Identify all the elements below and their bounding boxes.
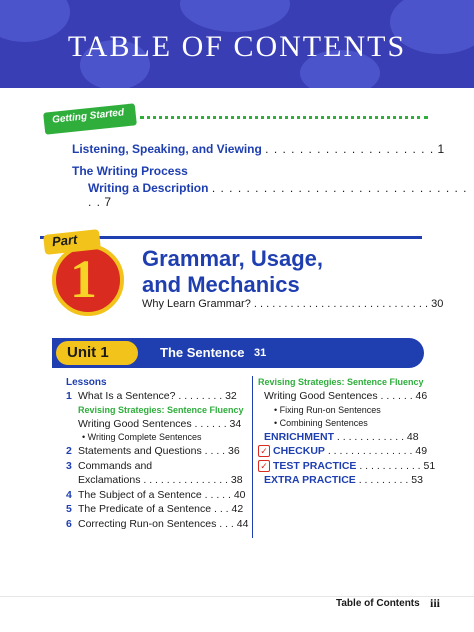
part-title-line-2: and Mechanics xyxy=(142,272,300,297)
getting-started-label: Getting Started xyxy=(51,107,125,126)
lesson-entry[interactable]: Writing Good Sentences . . . . . . 46 xyxy=(264,390,428,402)
extra-practice-entry[interactable] xyxy=(258,473,428,488)
toc-entry[interactable] xyxy=(88,181,474,209)
bullet-item: • Combining Sentences xyxy=(274,417,368,428)
checkmark-icon: ✓ xyxy=(258,445,270,457)
unit-label: Unit 1 xyxy=(67,344,109,361)
entry-page: . . . . . . . . . . . . . . . 49 xyxy=(324,445,428,457)
lesson-entry[interactable] xyxy=(66,389,248,404)
title-banner xyxy=(0,0,474,88)
entry-label: ENRICHMENT xyxy=(264,430,334,443)
footer-page-number: iii xyxy=(430,596,441,610)
revising-strategies-heading: Revising Strategies: Sentence Fluency xyxy=(78,404,244,415)
lesson-entry[interactable] xyxy=(66,488,248,503)
lesson-number: 5 xyxy=(66,503,72,515)
banner-decoration xyxy=(180,0,290,32)
enrichment-entry[interactable] xyxy=(258,430,428,445)
dotted-divider xyxy=(140,116,428,119)
toc-entry-label: The Writing Process xyxy=(72,164,188,178)
part-number: 1 xyxy=(70,249,97,309)
lesson-entry[interactable] xyxy=(66,502,248,517)
entry-label: EXTRA PRACTICE xyxy=(264,474,356,486)
lesson-text: What Is a Sentence? . . . . . . . . 32 xyxy=(78,390,237,402)
why-learn-grammar-entry[interactable]: Why Learn Grammar? . . . . . . . . . . . . . . . . . . . . . . . . . . . . . 30 xyxy=(142,298,444,310)
lesson-entry[interactable] xyxy=(66,444,248,459)
lesson-text: The Predicate of a Sentence . . . 42 xyxy=(78,503,244,515)
unit-page-number: 31 xyxy=(254,347,267,359)
toc-page-number: 1 xyxy=(437,142,445,156)
toc-leader-dots: . . . . . . . . . . . . . . . . . . . . . . . . . . . . . . . . xyxy=(88,181,468,209)
unit-name[interactable]: The Sentence xyxy=(160,345,245,360)
extras-column xyxy=(258,376,436,488)
entry-label: TEST PRACTICE xyxy=(273,459,357,472)
entry-page: . . . . . . . . . . . . 48 xyxy=(334,430,419,443)
checkup-entry[interactable] xyxy=(258,444,428,459)
lesson-number: 1 xyxy=(66,390,72,402)
bullet-item: • Fixing Run-on Sentences xyxy=(274,404,381,415)
revising-strategies-heading: Revising Strategies: Sentence Fluency xyxy=(258,377,424,387)
lesson-entry[interactable] xyxy=(66,517,248,532)
part-word: Part xyxy=(51,231,79,250)
lesson-text: The Subject of a Sentence . . . . . 40 xyxy=(78,488,246,501)
entry-page: . . . . . . . . . . . 51 xyxy=(356,459,436,472)
toc-entry[interactable] xyxy=(72,164,188,178)
lesson-number: 4 xyxy=(66,488,72,501)
checkmark-icon: ✓ xyxy=(258,460,270,472)
footer-rule xyxy=(0,596,474,597)
lesson-text: Correcting Run-on Sentences . . . 44 xyxy=(78,517,249,530)
lessons-column xyxy=(66,376,248,531)
bullet-item: • Writing Complete Sentences xyxy=(82,432,202,442)
toc-leader-dots: . . . . . . . . . . . . . . . . . . . . xyxy=(265,142,435,156)
lesson-entry[interactable]: Writing Good Sentences . . . . . . 34 xyxy=(78,417,242,430)
lesson-number: 2 xyxy=(66,445,72,457)
lesson-number: 6 xyxy=(66,517,72,530)
lessons-heading: Lessons xyxy=(66,377,107,388)
toc-entry[interactable] xyxy=(72,142,444,156)
lesson-number: 3 xyxy=(66,459,72,472)
entry-label: CHECKUP xyxy=(273,445,325,457)
lesson-text: Commands and xyxy=(78,459,153,472)
toc-page-number: 7 xyxy=(104,195,112,209)
toc-entry-label: Listening, Speaking, and Viewing xyxy=(72,142,262,156)
lesson-entry-continued[interactable]: Exclamations . . . . . . . . . . . . . . . 38 xyxy=(78,474,243,486)
lesson-text: Statements and Questions . . . . 36 xyxy=(78,445,240,457)
footer-title: Table of Contents xyxy=(336,598,420,609)
test-practice-entry[interactable] xyxy=(258,459,436,474)
toc-entry-label: Writing a Description xyxy=(88,181,209,195)
part-title-line-1: Grammar, Usage, xyxy=(142,246,323,271)
lesson-entry[interactable] xyxy=(66,459,248,474)
page-title: TABLE OF CONTENTS xyxy=(67,30,407,63)
entry-page: . . . . . . . . . 53 xyxy=(355,474,423,486)
column-divider xyxy=(252,376,253,538)
